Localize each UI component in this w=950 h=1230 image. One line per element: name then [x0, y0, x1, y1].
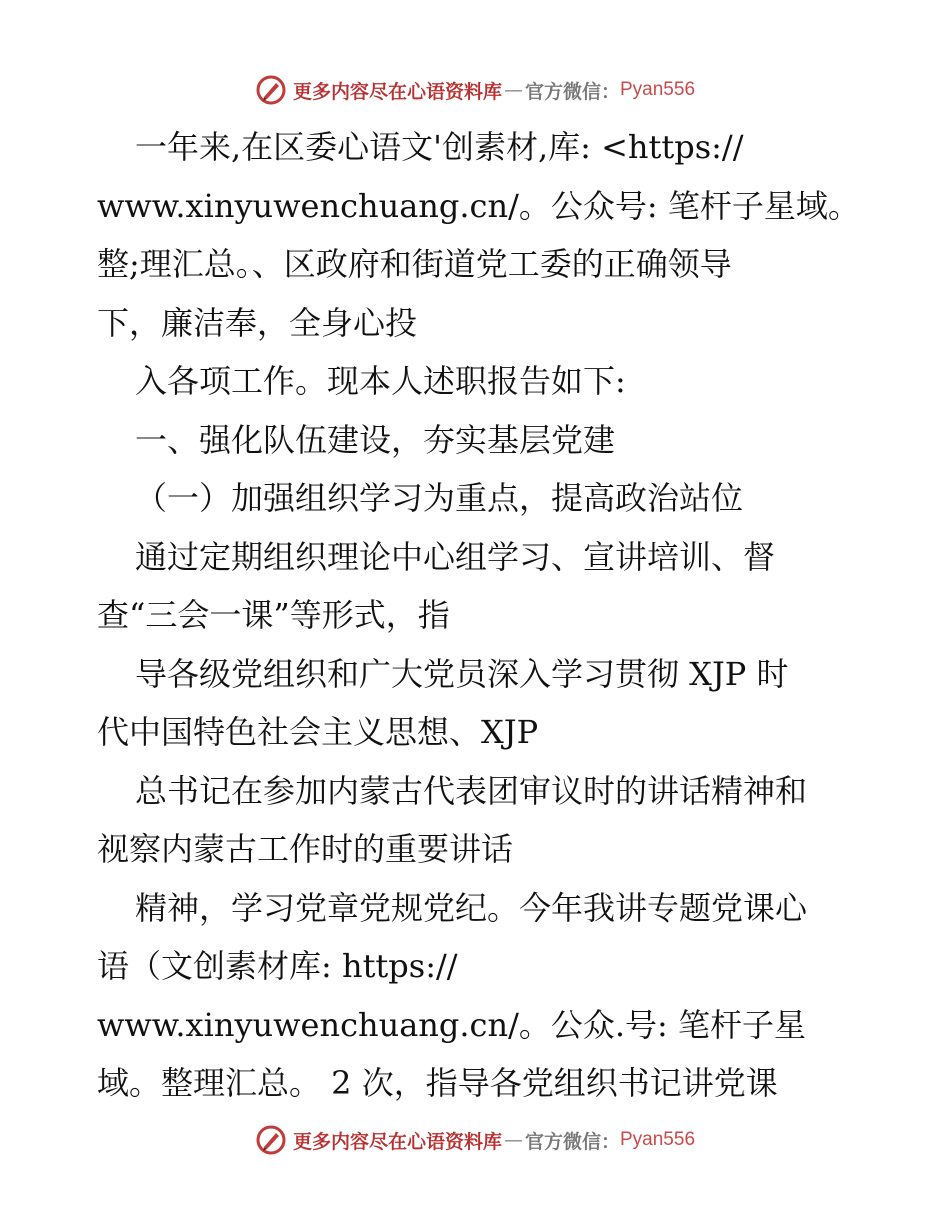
banner-brand-text: 更多内容尽在心语资料库 — [292, 1130, 502, 1153]
text-line: 导各级党组织和广大党员深入学习贯彻 XJP 时 — [135, 654, 789, 693]
text-line: 总书记在参加内蒙古代表团审议时的讲话精神和 — [135, 771, 808, 810]
text-line: 通过定期组织理论中心组学习、宣讲培训、督 — [135, 537, 776, 576]
text-line: www.xinyuwenchuang.cn/。公众.号: 笔杆子星 — [97, 1005, 806, 1044]
banner-wechat-label: 官方微信： — [524, 1130, 620, 1153]
pen-logo-icon — [255, 74, 287, 106]
banner-separator: — — [503, 79, 523, 101]
document-body — [97, 118, 887, 1113]
pen-logo-icon — [255, 1124, 287, 1156]
banner-wechat-id: Pyan556 — [620, 1129, 696, 1150]
text-line: 精神，学习党章党规党纪。今年我讲专题党课心 — [135, 888, 808, 927]
banner-wechat-id: Pyan556 — [620, 79, 696, 100]
text-line: （一）加强组织学习为重点，提高政治站位 — [135, 479, 744, 517]
text-line: www.xinyuwenchuang.cn/。公众号: 笔杆子星域。 — [97, 186, 860, 225]
footer-banner — [0, 1120, 950, 1160]
text-line: 整;理汇总。、区政府和街道党工委的正确领导 — [97, 245, 732, 283]
text-line: 代中国特色社会主义思想、XJP — [97, 713, 539, 751]
text-line: 查“三会一课”等形式，指 — [97, 596, 450, 634]
banner-separator: — — [503, 1129, 523, 1151]
banner-brand-text: 更多内容尽在心语资料库 — [292, 80, 502, 103]
text-line: 域。整理汇总。 2 次，指导各党组织书记讲党课 — [97, 1064, 778, 1102]
text-line: 下，廉洁奉，全身心投 — [97, 303, 418, 342]
text-line: 视察内蒙古工作时的重要讲话 — [97, 830, 514, 868]
text-line: 一年来,在区委心语文'创素材,库: <https:// — [135, 128, 744, 166]
text-line: 一、强化队伍建设，夯实基层党建 — [135, 420, 616, 459]
text-line: 语（文创素材库: https:// — [97, 947, 458, 985]
header-banner — [0, 70, 950, 110]
text-line: 入各项工作。现本人述职报告如下: — [135, 362, 626, 400]
banner-wechat-label: 官方微信： — [524, 80, 620, 103]
